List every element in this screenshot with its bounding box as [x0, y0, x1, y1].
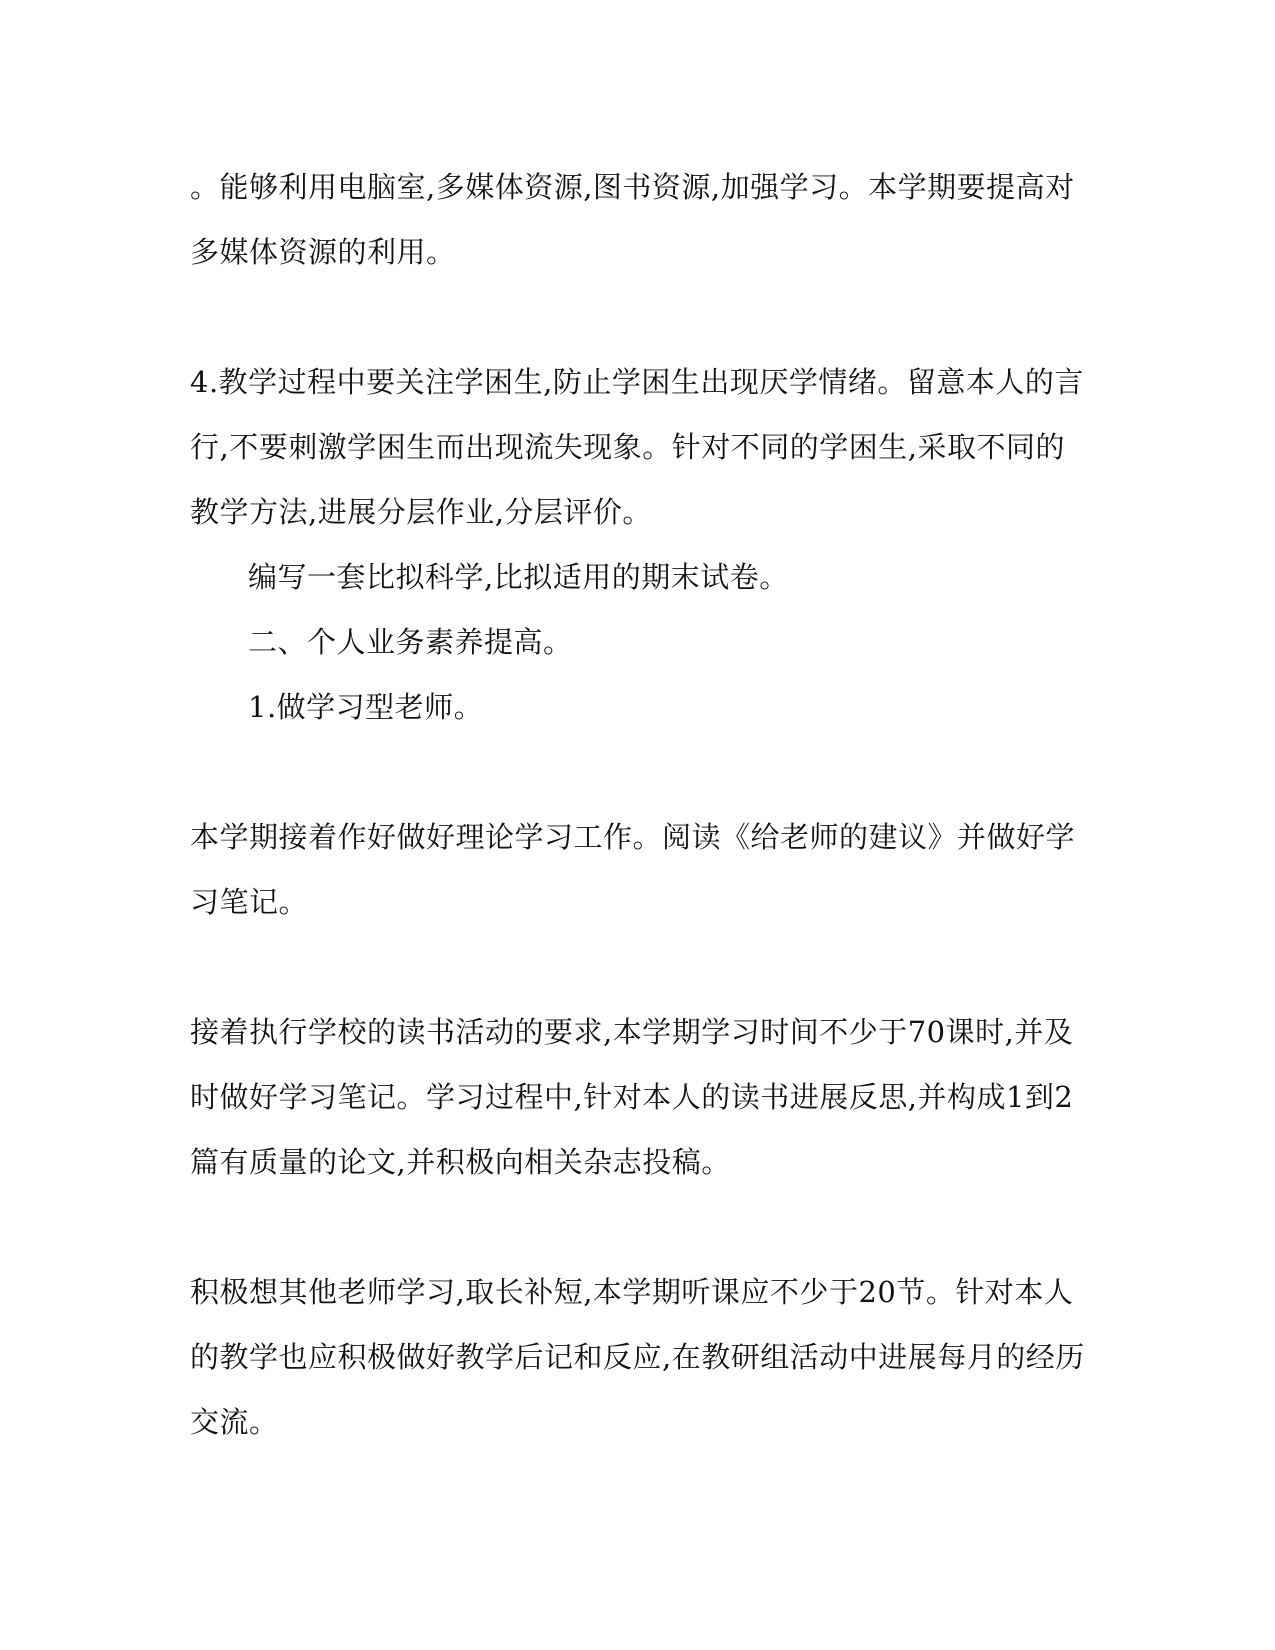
subsection-heading: 1.做学习型老师。 — [248, 690, 484, 724]
paragraph-line: 4.教学过程中要关注学困生,防止学困生出现厌学情绪。留意本人的言 — [190, 365, 1084, 399]
paragraph-line: 习笔记。 — [190, 885, 309, 919]
paragraph-line: 交流。 — [190, 1405, 279, 1439]
paragraph-line: 行,不要刺激学困生而出现流失现象。针对不同的学困生,采取不同的 — [190, 430, 1065, 464]
paragraph-line: 多媒体资源的利用。 — [190, 235, 456, 269]
paragraph-line: 时做好学习笔记。学习过程中,针对本人的读书进展反思,并构成1到2 — [190, 1080, 1074, 1114]
paragraph-line: 篇有质量的论文,并积极向相关杂志投稿。 — [190, 1145, 731, 1179]
paragraph-line: 的教学也应积极做好教学后记和反应,在教研组活动中进展每月的经历 — [190, 1340, 1085, 1374]
paragraph-line: 编写一套比拟科学,比拟适用的期末试卷。 — [248, 560, 789, 594]
paragraph-line: 接着执行学校的读书活动的要求,本学期学习时间不少于70课时,并及 — [190, 1015, 1074, 1049]
paragraph-line: 教学方法,进展分层作业,分层评价。 — [190, 495, 652, 529]
paragraph-line: 积极想其他老师学习,取长补短,本学期听课应不少于20节。针对本人 — [190, 1275, 1074, 1309]
section-heading: 二、个人业务素养提高。 — [248, 625, 573, 659]
paragraph-line: 。能够利用电脑室,多媒体资源,图书资源,加强学习。本学期要提高对 — [190, 170, 1075, 204]
paragraph-line: 本学期接着作好做好理论学习工作。阅读《给老师的建议》并做好学 — [190, 820, 1076, 854]
